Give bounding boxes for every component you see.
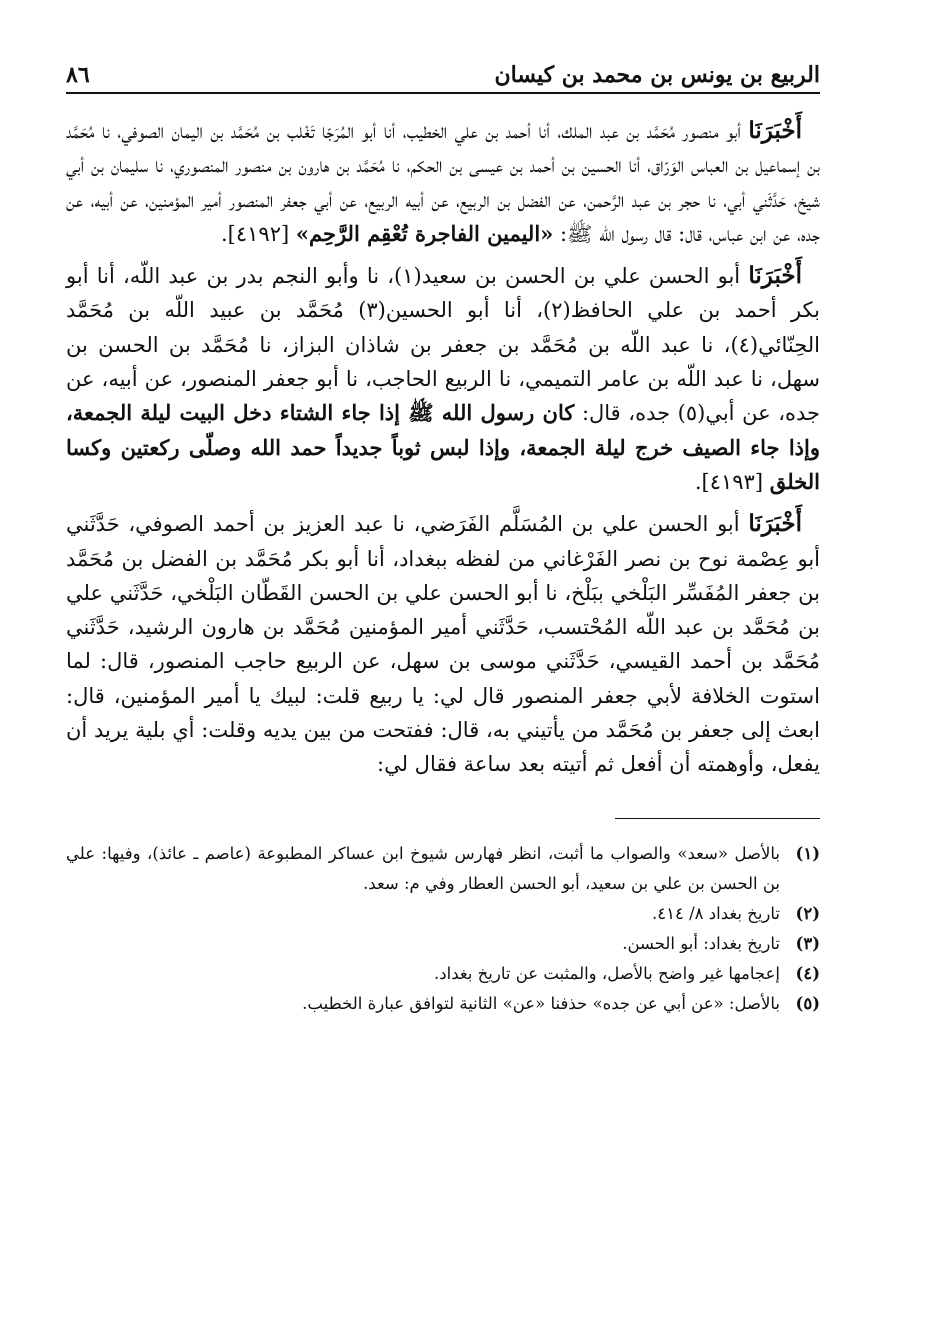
footnote-number: (٢): [795, 903, 820, 923]
hadith-text: «اليمين الفاجرة تُعْقِم الرَّحِم»: [295, 220, 554, 246]
footnote-text: تاريخ بغداد ٨/ ٤١٤.: [652, 903, 780, 923]
footnote-text: بالأصل: «عن أبي عن جده» حذفنا «عن» الثانية لتوافق عبارة الخطيب.: [302, 993, 780, 1013]
paragraph: [66, 114, 820, 251]
footnote: [66, 959, 820, 989]
footnote: [66, 839, 820, 899]
header-title: الربيع بن يونس بن محمد بن كيسان: [494, 62, 820, 88]
paragraph-text: أبو الحسن علي بن المُسَلَّم الفَرَضي، نا عبد العزيز بن أحمد الصوفي، حَدَّثَني أبو عِصْمة نوح بن نصر الفَرْغاني من لفظه ببغداد، أنا أبو بكر مُحَمَّد بن الفضل بن مُحَمَّد بن جعفر المُفَسِّر البَلْخي ببَلْخ، نا أبو الحسن علي بن الحسن القَطّان البَلْخي، حَدَّثَني علي بن مُحَمَّد بن عبد اللّه المُحْتسب، حَدَّثَني أمير المؤمنين مُحَمَّد بن هارون الرشيد، حَدَّثَني مُحَمَّد بن أحمد القيسي، حَدَّثَني موسى بن سهل، عن الربيع حاجب المنصور، قال: لما استوت الخلافة لأبي جعفر المنصور قال لي: يا ربيع قلت: لبيك يا أمير المؤمنين، قال: ابعث إلى جعفر بن مُحَمَّد من يأتيني به، قال: ففتحت من بين يديه وقلت: أي بلية يريد أن يفعل، وأوهمته أن أفعل ثم أتيته بعد ساعة فقال لي:: [66, 512, 820, 777]
paragraph-lead: أَخْبَرَنَا: [748, 510, 802, 538]
paragraph: [66, 507, 820, 781]
hadith-reference: [٤١٩٣].: [694, 469, 764, 494]
footnote-number: (١): [795, 843, 820, 863]
footnote-text: إعجامها غير واضح بالأصل، والمثبت عن تاريخ بغداد.: [434, 963, 780, 983]
footnote: [66, 929, 820, 959]
hadith-text: كان رسول الله ﷺ إذا جاء الشتاء دخل البيت ليلة الجمعة، وإذا جاء الصيف خرج ليلة الجمعة، وإذا لبس ثوباً جديداً حمد الله وصلّى ركعتين وكسا الخلق: [66, 400, 820, 494]
paragraph-text: أبو منصور مُحَمَّد بن عبد الملك، أنا أحمد بن علي الخطيب، أنا أبو المُرَجّا تَغْلب بن مُحَمَّد بن اليمان الصوفي، نا مُحَمَّد بن إسماعيل بن العباس الوَرّاق، أنا الحسين بن أحمد بن عيسى بن الحكم، نا مُحَمَّد بن هارون بن منصور المنصوري، نا سليمان بن أبي شيخ، حَدَّثَني أبي، نا حجر بن عبد الرَّحمن، عن الفضل بن الربيع، عن أبيه الربيع، عن أبي جعفر المنصور أمير المؤمنين، عن أبيه، عن جده، عن ابن عباس، قال: قال رسول الله ﷺ:: [66, 119, 820, 246]
running-header: [66, 52, 820, 94]
footnote-number: (٣): [795, 933, 820, 953]
paragraph-text: أبو الحسن علي بن الحسن بن سعيد(١)، نا وأبو النجم بدر بن عبد اللّه، أنا أبو بكر أحمد بن علي الحافظ(٢)، أنا أبو الحسين(٣) مُحَمَّد بن عبيد اللّه بن مُحَمَّد الحِنّائي(٤)، نا عبد اللّه بن مُحَمَّد بن جعفر بن شاذان البزاز، نا مُحَمَّد بن الحسن بن سهل، نا عبد اللّه بن عامر التميمي، نا الربيع الحاجب، نا أبو جعفر المنصور، عن أبيه، عن جده، عن أبي(٥) جده، قال:: [66, 264, 820, 426]
hadith-reference: [٤١٩٢].: [221, 221, 290, 246]
footnote-separator: [615, 818, 820, 819]
paragraph: [66, 259, 820, 499]
footnote-number: (٥): [795, 993, 820, 1013]
document-page: [66, 52, 820, 1019]
footnotes: [66, 839, 820, 1019]
footnote: [66, 899, 820, 929]
paragraph-lead: أَخْبَرَنَا: [748, 262, 802, 290]
footnote-text: بالأصل «سعد» والصواب ما أثبت، انظر فهارس شيوخ ابن عساكر المطبوعة (عاصم ـ عائذ)، وفيها: علي بن الحسن بن علي بن سعيد، أبو الحسن العطار وفي م: سعد.: [66, 843, 780, 893]
footnote: [66, 989, 820, 1019]
footnote-text: تاريخ بغداد: أبو الحسن.: [622, 933, 780, 953]
footnote-number: (٤): [795, 963, 820, 983]
paragraph-lead: أَخْبَرَنَا: [748, 117, 802, 144]
page-number: ٨٦: [66, 62, 90, 88]
main-text: [66, 114, 820, 782]
